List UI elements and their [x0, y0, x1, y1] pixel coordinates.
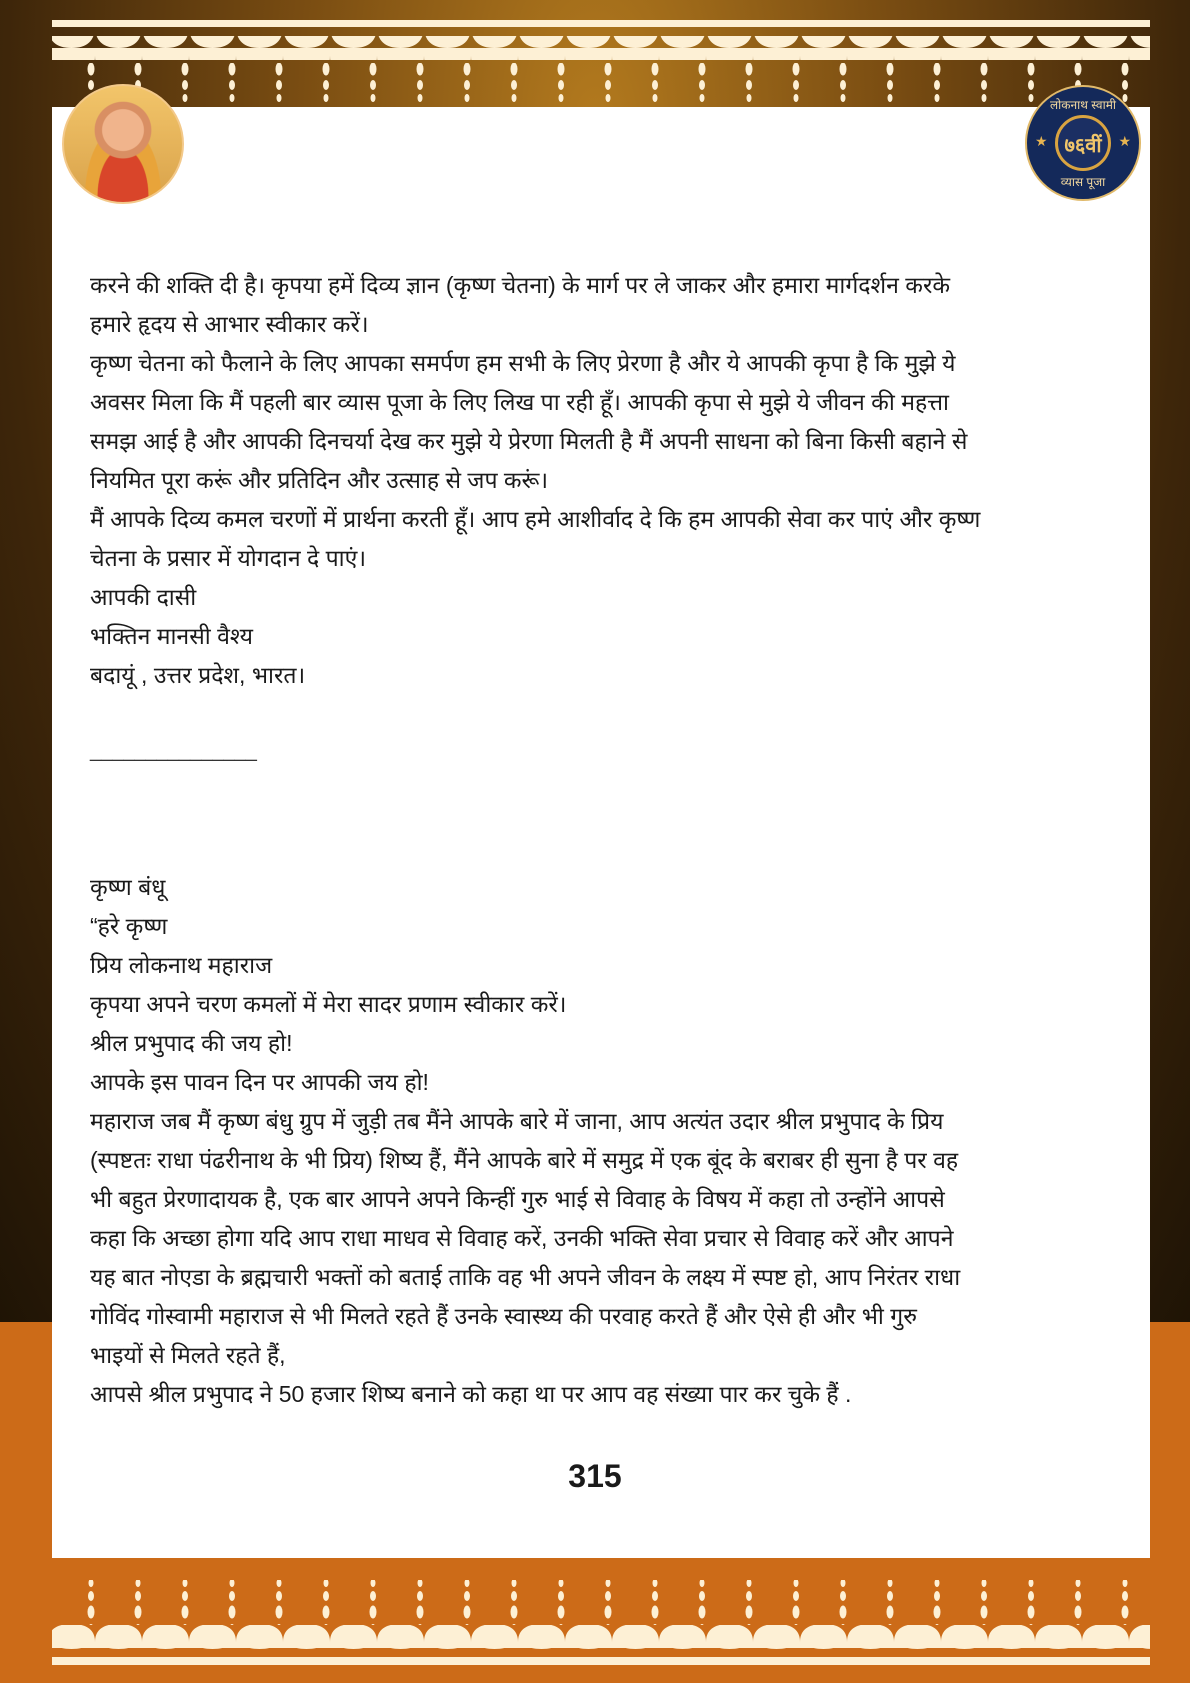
text-line: भी बहुत प्रेरणादायक है, एक बार आपने अपने किन्हीं गुरु भाई से विवाह के विषय में कहा तो उन्होंने आपसे [90, 1186, 945, 1212]
text-line: अवसर मिला कि मैं पहली बार व्यास पूजा के लिए लिख पा रही हूँ। आपकी कृपा से मुझे ये जीवन की महत्ता [90, 389, 950, 415]
star-icon: ★ [1035, 133, 1048, 149]
guru-portrait-image [62, 84, 184, 204]
text-line: चेतना के प्रसार में योगदान दे पाएं। [90, 545, 367, 571]
text-line: कृष्ण बंधू [90, 874, 166, 900]
text-line: गोविंद गोस्वामी महाराज से भी मिलते रहते हैं उनके स्वास्थ्य की परवाह करते हैं और ऐसे ही और भी गुरु [90, 1303, 917, 1329]
text-line: हमारे हृदय से आभार स्वीकार करें। [90, 311, 369, 337]
text-line: प्रिय लोकनाथ महाराज [90, 952, 273, 978]
text-line: करने की शक्ति दी है। कृपया हमें दिव्य ज्ञान (कृष्ण चेतना) के मार्ग पर ले जाकर और हमारा मार्गदर्शन करके [90, 272, 951, 298]
text-line: कृष्ण चेतना को फैलाने के लिए आपका समर्पण हम सभी के लिए प्रेरणा है और ये आपकी कृपा है कि मुझे ये [90, 350, 956, 376]
logo-center-text: ७६वीं [1055, 115, 1111, 171]
letter-2 [90, 868, 1130, 1414]
text-line: “हरे कृष्ण [90, 913, 168, 939]
text-line: (स्पष्टतः राधा पंढरीनाथ के भी प्रिय) शिष्य हैं, मैंने आपके बारे में समुद्र में एक बूंद के बराबर ही सुना है पर वह [90, 1147, 959, 1173]
bottom-border-decoration [52, 1576, 1150, 1671]
text-line: महाराज जब मैं कृष्ण बंधु ग्रुप में जुड़ी तब मैंने आपके बारे में जाना, आप अत्यंत उदार श्रील प्रभुपाद के प्रिय [90, 1108, 944, 1134]
text-line: यह बात नोएडा के ब्रह्मचारी भक्तों को बताई ताकि वह भी अपने जीवन के लक्ष्य में स्पष्ट हो, आप निरंतर राधा [90, 1264, 961, 1290]
text-line: आपसे श्रील प्रभुपाद ने 50 हजार शिष्य बनाने को कहा था पर आप वह संख्या पार कर चुके हैं . [90, 1381, 852, 1407]
text-line: कहा कि अच्छा होगा यदि आप राधा माधव से विवाह करें, उनकी भक्ति सेवा प्रचार से विवाह करें और आपने [90, 1225, 954, 1251]
star-icon: ★ [1118, 133, 1131, 149]
separator-line: _______________ [90, 740, 257, 762]
text-line: मैं आपके दिव्य कमल चरणों में प्रार्थना करती हूँ। आप हमे आशीर्वाद दे कि हम आपकी सेवा कर पाएं और कृष्ण [90, 506, 981, 532]
logo-bottom-text: व्यास पूजा [1060, 175, 1106, 189]
text-line: भक्तिन मानसी वैश्य [90, 623, 253, 649]
top-border-decoration [52, 18, 1150, 108]
text-line: आपकी दासी [90, 584, 197, 610]
text-line: समझ आई है और आपकी दिनचर्या देख कर मुझे ये प्रेरणा मिलती है मैं अपनी साधना को बिना किसी बहाने से [90, 428, 968, 454]
text-line: बदायूं , उत्तर प्रदेश, भारत। [90, 662, 306, 688]
text-line: भाइयों से मिलते रहते हैं, [90, 1342, 286, 1368]
letter-1 [90, 266, 1130, 695]
logo-top-text: लोकनाथ स्वामी [1050, 98, 1116, 112]
vyasa-puja-logo [1025, 85, 1141, 201]
text-line: आपके इस पावन दिन पर आपकी जय हो! [90, 1069, 429, 1095]
text-line: नियमित पूरा करूं और प्रतिदिन और उत्साह से जप करूं। [90, 467, 549, 493]
page-number: 315 [568, 1458, 622, 1494]
text-line: कृपया अपने चरण कमलों में मेरा सादर प्रणाम स्वीकार करें। [90, 991, 567, 1017]
text-line: श्रील प्रभुपाद की जय हो! [90, 1030, 293, 1056]
